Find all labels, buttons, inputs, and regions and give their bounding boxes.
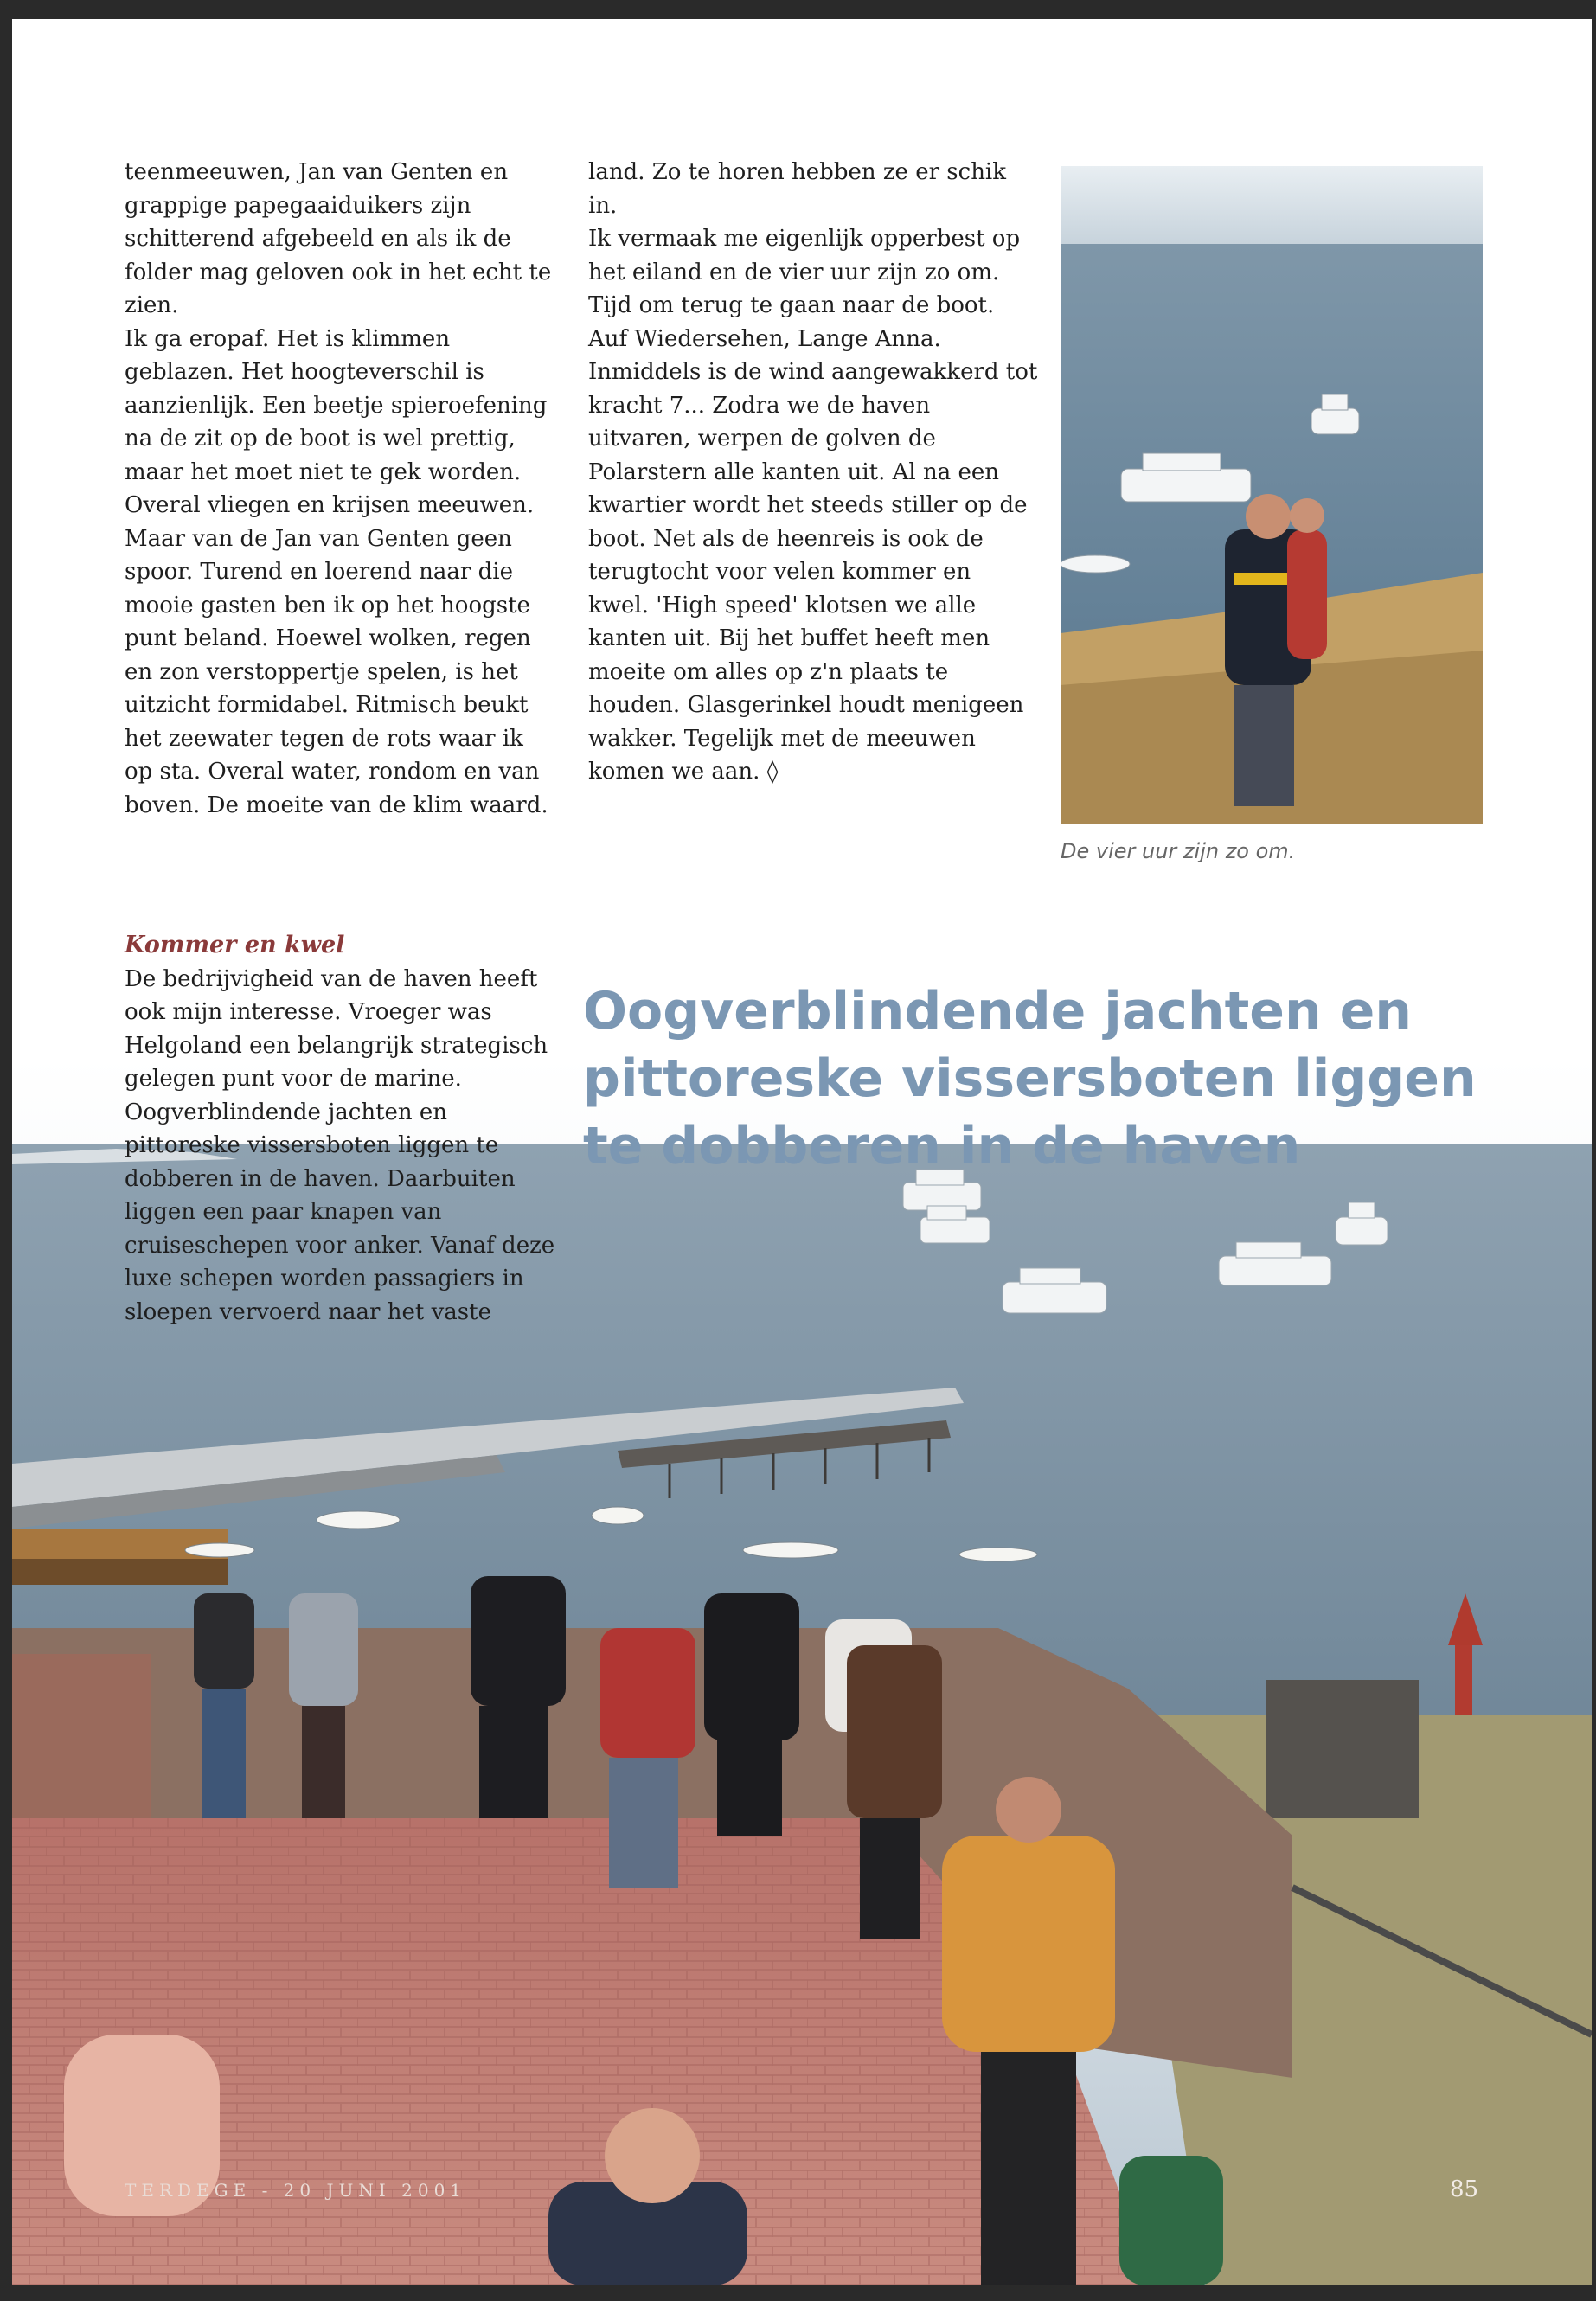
coast-walk-illustration — [1061, 166, 1483, 824]
column-1-lower — [125, 929, 566, 1329]
column-2 — [588, 156, 1038, 789]
page-number: 85 — [1450, 2176, 1479, 2202]
column-1 — [125, 156, 557, 822]
photo-caption: De vier uur zijn zo om. — [1061, 839, 1296, 863]
coast-walk-photo — [1061, 166, 1483, 824]
magazine-page — [12, 19, 1592, 2285]
pull-quote: Oogverblindende jachten en pittoreske vissersboten liggen te dobberen in de haven — [583, 981, 1477, 1176]
col2-paragraph-1: land. Zo te horen hebben ze er schik in. — [588, 159, 1007, 219]
subheading: Kommer en kwel — [125, 932, 345, 958]
col1-lower-paragraph: De bedrijvigheid van de haven heeft ook mijn interesse. Vroeger was Helgoland een belangrijk strategisch gelegen punt voor de marine. Oogverblindende jachten en pittoreske vissersboten liggen te dobberen in de haven. Daarbuiten liggen een paar knapen van cruiseschepen voor anker. Vanaf deze luxe schepen worden passagiers in sloepen vervoerd naar het vaste — [125, 965, 555, 1325]
col1-paragraph-2: Ik ga eropaf. Het is klimmen geblazen. Het hoogteverschil is aanzienlijk. Een beetje spieroefening na de zit op de boot is wel prettig, maar het moet niet te gek worden. Overal vliegen en krijsen meeuwen. Maar van de Jan van Genten geen spoor. Turend en loerend naar die mooie gasten ben ik op het hoogste punt beland. Hoewel wolken, regen en zon verstoppertje spelen, is het uitzicht formidabel. Ritmisch beukt het zeewater tegen de rots waar ik op sta. Overal water, rondom en van boven. De moeite van de klim waard. — [125, 325, 548, 818]
col1-paragraph-1: teenmeeuwen, Jan van Genten en grappige papegaaiduikers zijn schitterend afgebeeld en als ik de folder mag geloven ook in het echt te zien. — [125, 159, 552, 318]
col2-paragraph-2: Ik vermaak me eigenlijk opperbest op het eiland en de vier uur zijn zo om. Tijd om terug te gaan naar de boot. Auf Wiedersehen, Lange Anna. Inmiddels is de wind aangewakkerd tot kracht 7... Zodra we de haven uitvaren, werpen de golven de Polarstern alle kanten uit. Al na een kwartier wordt het steeds stiller op de boot. Net als de heenreis is ook de terugtocht voor velen kommer en kwel. 'High speed' klotsen we alle kanten uit. Bij het buffet heeft men moeite om alles op z'n plaats te houden. Glasgerinkel houdt menigeen wakker. Tegelijk met de meeuwen komen we aan. ◊ — [588, 226, 1038, 785]
footer-publication: TERDEGE - 20 JUNI 2001 — [125, 2180, 467, 2201]
